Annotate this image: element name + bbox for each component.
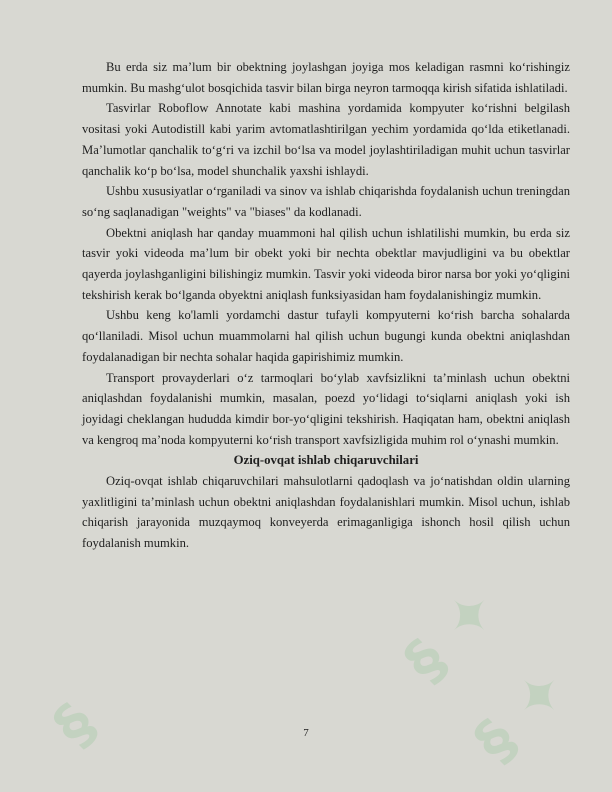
page-body — [82, 57, 570, 554]
paragraph: Transport provayderlari o‘z tarmoqlari bo‘ylab xavfsizlikni ta’minlash uchun obektni aniqlashdan foydalanishi mumkin, masalan, poezd yo‘lidagi to‘siqlarni aniqlash yoki ish joyidagi cheklangan hududda kimdir bor-yo‘qligini tekshirish. Haqiqatan ham, obektni aniqlash va kengroq ma’noda kompyuterni ko‘rish transport xavfsizligida muhim rol o‘ynashi mumkin. — [82, 370, 570, 447]
paragraph: Obektni aniqlash har qanday muammoni hal qilish uchun ishlatilishi mumkin, bu erda siz tasvir yoki videoda ma’lum bir obekt yoki bir nechta obektlar mavjudligini va bu obektlar qayerda joylashganligini bilishingiz mumkin. Tasvir yoki videoda biror narsa bor yoki yo‘qligini tekshirish kerak bo‘lganda obyektni aniqlash funksiyasidan ham foydalanishingiz mumkin. — [82, 225, 570, 302]
paragraph: Ushbu xususiyatlar o‘rganiladi va sinov va ishlab chiqarishda foydalanish uchun treningdan so‘ng saqlanadigan "weights" va "biases" da kodlanadi. — [82, 184, 570, 219]
watermark-logo: § ✦ — [391, 573, 513, 695]
page-number: 7 — [303, 727, 309, 739]
watermark-logo: § ✦ — [461, 653, 583, 775]
section-heading: Oziq-ovqat ishlab chiqaruvchilari — [233, 453, 419, 468]
paragraph: Bu erda siz ma’lum bir obektning joylashgan joyiga mos keladigan rasmni ko‘rishingiz mumkin. Bu mashg‘ulot bosqichida tasvir bilan birga neyron tarmoqqa kirish sifatida ishlatiladi. — [82, 60, 570, 95]
paragraph: Tasvirlar Roboflow Annotate kabi mashina yordamida kompyuter ko‘rishni belgilash vositasi yoki Autodistill kabi yarim avtomatlashtirilgan yechim yordamida qo‘lda etiketlanadi. Ma’lumotlar qanchalik to‘g‘ri va izchil bo‘lsa va model joylashtiriladigan muhit uchun tasvirlar qanchalik ko‘p bo‘lsa, model shunchalik yaxshi ishlaydi. — [82, 101, 570, 178]
watermark-logo: § — [40, 688, 111, 760]
paragraph: Ushbu keng ko'lamli yordamchi dastur tufayli kompyuterni ko‘rish barcha sohalarda qo‘llaniladi. Misol uchun muammolarni hal qilish uchun bugungi kunda obektni aniqlashdan foydalanadigan bir nechta sohalar haqida gapirishimiz mumkin. — [82, 308, 570, 364]
paragraph: Oziq-ovqat ishlab chiqaruvchilari mahsulotlarni qadoqlash va jo‘natishdan oldin ularning yaxlitligini ta’minlash uchun obektni aniqlashdan foydalanishlari mumkin. Misol uchun, ishlab chiqarish jarayonida muzqaymoq konveyerda erimaganligiga ishonch hosil qilish uchun foydalanish mumkin. — [82, 474, 570, 551]
